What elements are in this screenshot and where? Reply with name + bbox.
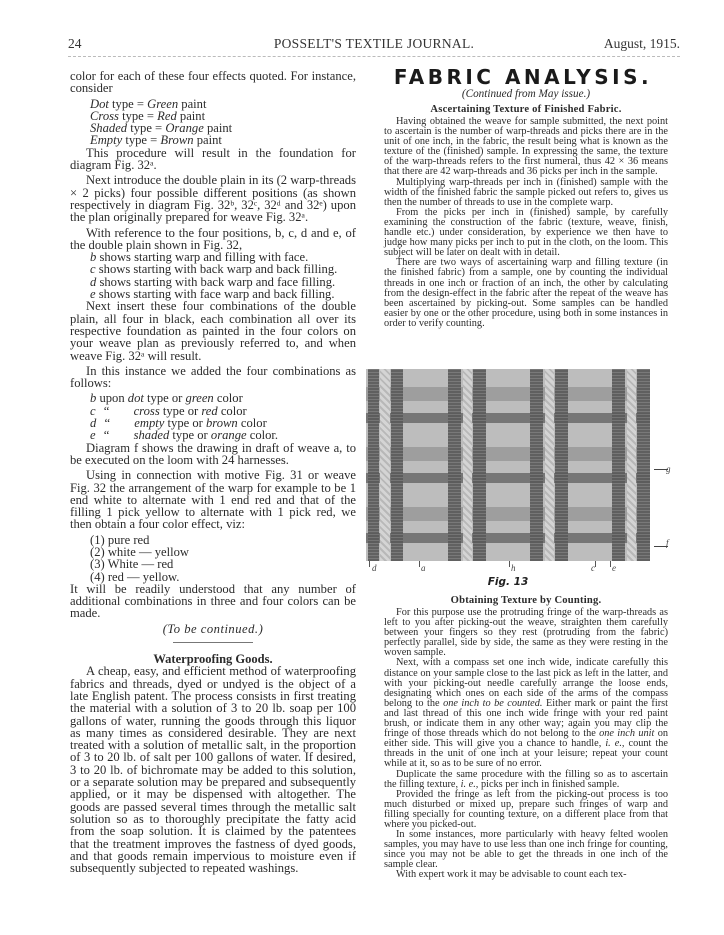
paragraph: Provided the fringe as left from the picking-out process is too much disturbed or mixed up, prepare such fringes of warp and filling specially for counting texture, on a different place from that where you picked-out. <box>384 788 668 830</box>
figure-bottom-marks <box>366 561 666 575</box>
right-column-lower <box>384 592 668 881</box>
paragraph: This procedure will result in the foundation for diagram Fig. 32ᵃ. <box>70 145 356 173</box>
paragraph: In this instance we added the four combinations as follows: <box>70 363 356 391</box>
paint-item: Dot type = Green paint <box>90 96 207 111</box>
figure-mark-h: h <box>511 563 516 573</box>
paragraph: With reference to the four positions, b, c, d and e, of the double plain shown in Fig. 32, <box>70 225 356 252</box>
figure-mark-c: c <box>591 563 595 573</box>
paragraph: Next, with a compass set one inch wide, indicate carefully this distance on your sample close to the last pick as left in the latter, and with your picking-out needle carefully arrange the loose ends, designating which ones on each side of the arms of the compass belong to the one inch to be counted. Either mark or paint the first and last thread of this one inch wide fringe with your red paint brush, or indicate them in any other way; again you may clip the fringe of those threads which do not belong to the one inch unit on either side. This will give you a chance to handle, i. e., count the threads in the unit of one inch at your leisure; repeat your count while at it, so as to be sure of no error. <box>384 657 669 770</box>
paragraph: Next introduce the double plain in its (2 warp-threads × 2 picks) four possible different positions (as shown respectively in diagram Fig. 32ᵇ, 32ᶜ, 32ᵈ and 32ᵉ) upon the plan originally prepared for weave Fig. 32ᵃ. <box>70 173 356 225</box>
combination-item: e “ shaded type or orange color. <box>90 428 279 443</box>
effect-item: (3) White — red <box>90 557 174 572</box>
article-title: FABRIC ANALYSIS. <box>393 65 653 89</box>
paragraph: It will be readily understood that any number of additional combinations in three and four colors can be made. <box>70 581 356 621</box>
effect-item: (2) white — yellow <box>90 544 189 559</box>
to-be-continued: (To be continued.) <box>162 621 264 636</box>
section-heading: Ascertaining Texture of Finished Fabric. <box>430 104 622 115</box>
left-column <box>70 70 356 874</box>
paragraph: Diagram f shows the drawing in draft of weave a, to be executed on the loom with 24 harnesses. <box>70 440 356 467</box>
effect-item: (4) red — yellow. <box>90 569 180 584</box>
right-column <box>384 66 668 329</box>
paragraph: From the picks per inch in (finished) sample, by carefully examining the construction of the fabric (texture, weave, finish, handle etc.) under consideration, by experience we then have to judge how many picks per inch to put in the cloth, on the loom. This subject will be later on dealt with in detail. <box>384 206 668 259</box>
article-subtitle: (Continued from May issue.) <box>461 88 591 100</box>
intro-paragraph: color for each of these four effects quoted. For instance, consider <box>70 69 356 96</box>
paragraph: Multiplying warp-threads per inch in (finished) sample with the width of the finished fabric the sample picked out refers to, gives us then the number of threads to use in the complete warp. <box>384 176 668 208</box>
paragraph: For this purpose use the protruding fringe of the warp-threads as left to you after picking-out the weave, straighten them carefully between your fingers so they rest (protruding from the fabric) perfectly parallel, side by side, the same as they were resting in the woven sample. <box>384 607 668 659</box>
figure-mark-a: a <box>421 563 426 573</box>
paint-item: Cross type = Red paint <box>90 108 206 123</box>
combination-item: b upon dot type or green color <box>90 391 243 406</box>
figure-mark-d: d <box>372 563 377 573</box>
paragraph: Duplicate the same procedure with the filling so as to ascertain the filling texture, i. e., picks per inch in finished sample. <box>384 768 668 790</box>
page-header <box>68 36 680 54</box>
paragraph: Having obtained the weave for sample submitted, the next point to ascertain is the number of warp-threads and picks there are in the unit of one inch, in the fabric, the result being what is known as the texture of the (finished) sample. In expressing the same, the texture of the warp-threads refers to the first numeral, thus 42 × 36 means that there are 42 warp-threads and 36 picks per inch in the sample. <box>384 116 668 178</box>
position-item: d shows starting with back warp and face filling. <box>90 274 336 289</box>
position-item: b shows starting warp and filling with face. <box>90 250 309 265</box>
paragraph: With expert work it may be advisable to count each tex- <box>396 869 627 881</box>
paragraph: There are two ways of ascertaining warp and filling texture (in the finished fabric) from a sample, one by counting the individual threads in one inch or fraction of an inch, the other by calculating from the design-effect in the fabric after the repeat of the weave has been ascertained by picking-out. Some samples can be handled easier by one or the other procedure, using both in some instances in order to verify counting. <box>384 257 668 329</box>
waterproofing-paragraph: A cheap, easy, and efficient method of waterproofing fabrics and threads, dyed or undyed is the object of a late English patent. The process consists in first treating the material with a solution of 3 to 20 lb. soap per 100 gallons of water, running the goods through this liquor as many times as considered desirable. They are next treated with a solution of metallic salt, in the proportion of 3 to 20 lb. of salt per 100 gallons of water. If desired, 3 to 20 lb. of bichromate may be added to this solution, or a separate solution may be prepared and subsequently applied, or it may be dispensed with altogether. The goods are passed several times through the metallic salt solution so as to thoroughly precipitate the fatty acid from the soap solution. It is claimed by the patentees that the treatment improves the fastness of dyed goods, and that goods remain impervious to moisture even if subsequently subjected to repeated washings. <box>70 664 356 876</box>
fabric-photo-figure <box>366 369 650 561</box>
figure-caption: Fig. 13 <box>487 576 529 588</box>
effect-item: (1) pure red <box>90 532 150 547</box>
figure-mark-f: f <box>666 538 669 548</box>
journal-title: POSSELT'S TEXTILE JOURNAL. <box>273 36 475 51</box>
position-item: c shows starting with back warp and back filling. <box>90 262 338 277</box>
figure-mark-g: g <box>666 464 671 474</box>
page-number: 24 <box>68 36 82 51</box>
header-rule <box>68 56 680 57</box>
paragraph: Next insert these four combinations of the double plain, all four in black, each combination all over its respective foundation as painted in the four colors on your weave plan as previously referred to, and when weave Fig. 32ᵃ will result. <box>70 299 356 363</box>
issue-date: August, 1915. <box>603 36 680 51</box>
waterproofing-heading: Waterproofing Goods. <box>153 652 273 667</box>
position-item: e shows starting with face warp and back filling. <box>90 287 335 302</box>
section-heading: Obtaining Texture by Counting. <box>450 595 602 606</box>
combination-item: d “ empty type or brown color <box>90 416 267 431</box>
combination-item: c “ cross type or red color <box>90 403 247 418</box>
paint-item: Shaded type = Orange paint <box>90 121 233 136</box>
paint-item: Empty type = Brown paint <box>90 133 222 148</box>
figure-mark-e: e <box>612 563 616 573</box>
paragraph: Using in connection with motive Fig. 31 or weave Fig. 32 the arrangement of the warp for example to be 1 end white to alternate with 1 end red and that of the filling 1 pick yellow to alternate with 1 pick red, we then obtain a four color effect, viz: <box>70 468 356 532</box>
section-separator <box>173 642 253 643</box>
paragraph: In some instances, more particularly with heavy felted woolen samples, you may have to use less than one inch fringe for counting, since you may not be able to get the threads in one inch of the sample clear. <box>384 829 668 871</box>
